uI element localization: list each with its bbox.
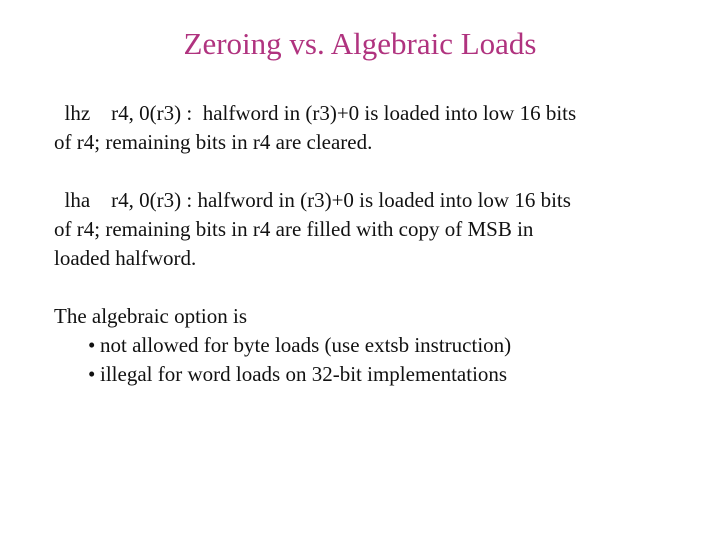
lha-line-2: of r4; remaining bits in r4 are filled with copy of MSB in <box>54 217 534 241</box>
algebraic-paragraph <box>54 302 674 389</box>
lha-line-3: loaded halfword. <box>54 246 197 270</box>
lhz-paragraph <box>54 99 674 157</box>
bullet-item <box>54 360 674 389</box>
lhz-line-2: of r4; remaining bits in r4 are cleared. <box>54 130 373 154</box>
bullet-text: not allowed for byte loads (use extsb instruction) <box>100 333 512 357</box>
bullet-text: illegal for word loads on 32-bit implementations <box>100 362 508 386</box>
bullet-icon: • <box>88 333 96 357</box>
lhz-line-1: lhz r4, 0(r3) : halfword in (r3)+0 is loaded into low 16 bits <box>54 101 577 125</box>
slide-body <box>54 99 674 389</box>
slide-title: Zeroing vs. Algebraic Loads <box>183 26 537 61</box>
bullet-icon: • <box>88 362 96 386</box>
lha-line-1: lha r4, 0(r3) : halfword in (r3)+0 is loaded into low 16 bits <box>54 188 571 212</box>
bullet-item <box>54 331 674 360</box>
lha-paragraph <box>54 186 674 273</box>
algebraic-intro: The algebraic option is <box>54 304 248 328</box>
